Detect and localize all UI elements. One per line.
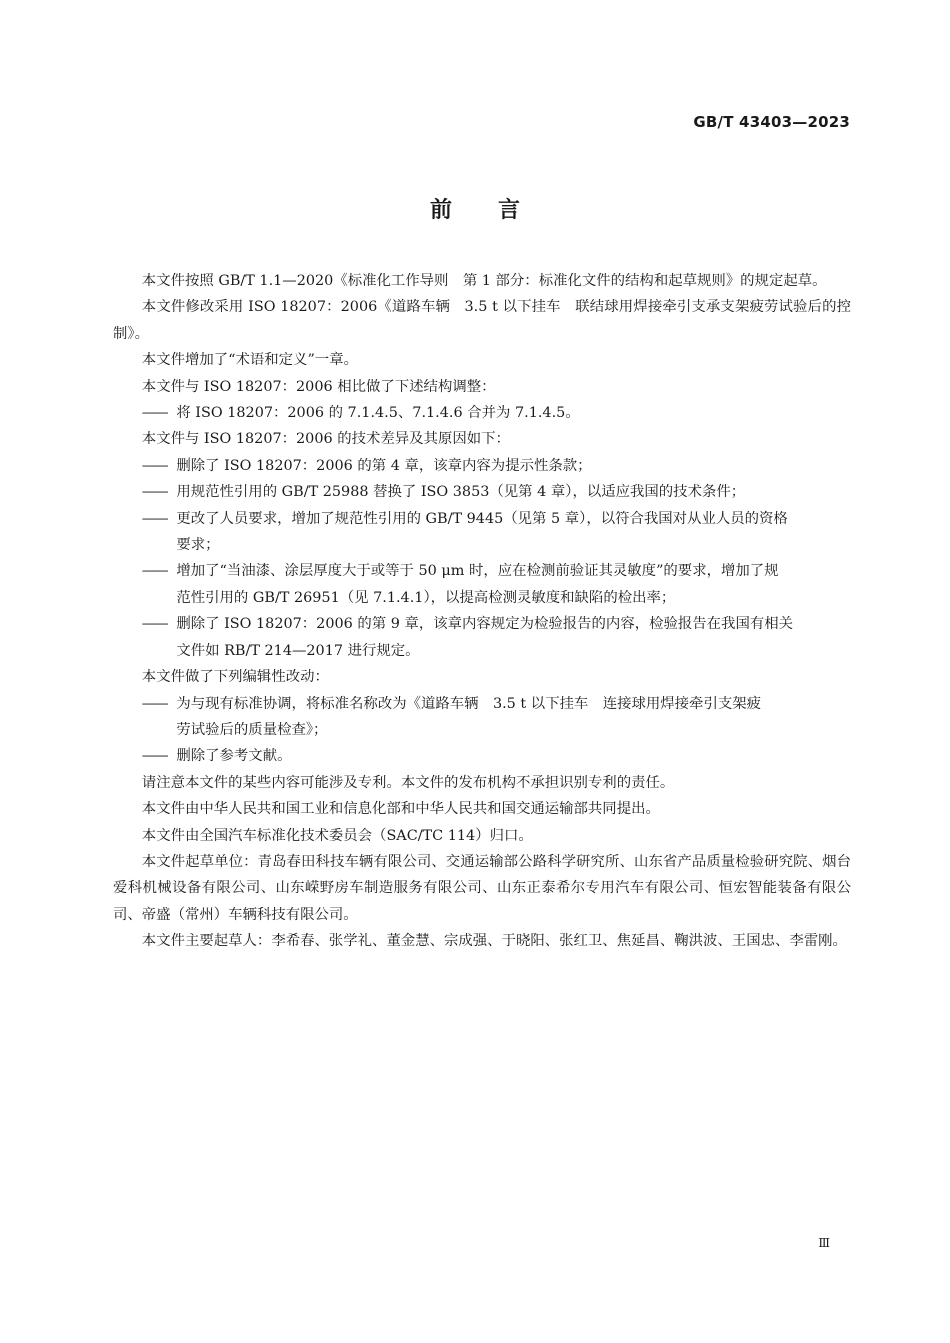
paragraph-drafting-organizations: 本文件起草单位：青岛春田科技车辆有限公司、交通运输部公路科学研究所、山东省产品质量检验研究院、烟台爱科机械设备有限公司、山东嵘野房车制造服务有限公司、山东正泰希尔专用汽车有限公司、恒宏智能装备有限公司、帝盛（常州）车辆科技有限公司。 [113, 853, 851, 923]
paragraph-adoption: 本文件修改采用 ISO 18207：2006《道路车辆 3.5 t 以下挂车 联结球用焊接牵引支承支架疲劳试验后的控制》。 [113, 299, 851, 342]
list-item-text: 增加了“当油漆、涂层厚度大于或等于 50 μm 时，应在检测前验证其灵敏度”的要求，增加了规 [176, 563, 779, 580]
list-item-text: 用规范性引用的 GB/T 25988 替换了 ISO 3853（见第 4 章），以适应我国的技术条件； [176, 484, 746, 501]
list-item-text: 删除了 ISO 18207：2006 的第 9 章，该章内容规定为检验报告的内容，检验报告在我国有相关 [176, 616, 794, 633]
list-item-continuation: 要求； [176, 537, 220, 554]
page-title: 前言 [429, 198, 566, 223]
paragraph-drafting-rules: 本文件按照 GB/T 1.1—2020《标准化工作导则 第 1 部分：标准化文件的结构和起草规则》的规定起草。 [141, 273, 827, 289]
list-item [113, 558, 851, 611]
list-item [113, 691, 851, 744]
paragraph-technical-differences: 本文件与 ISO 18207：2006 的技术差异及其原因如下： [141, 431, 510, 448]
list-item [113, 400, 851, 426]
dash-mark: —— [141, 405, 167, 422]
list-item-continuation: 范性引用的 GB/T 26951（见 7.1.4.1），以提高检测灵敏度和缺陷的检出率； [176, 589, 676, 606]
dash-mark: —— [141, 457, 167, 474]
list-item-text: 删除了 ISO 18207：2006 的第 4 章，该章内容为提示性条款； [176, 457, 592, 474]
list-item-text: 删除了参考文献。 [176, 748, 292, 765]
paragraph-under-jurisdiction: 本文件由全国汽车标准化技术委员会（SAC/TC 114）归口。 [141, 827, 533, 844]
paragraph-editorial-changes: 本文件做了下列编辑性改动： [141, 669, 329, 686]
list-item-continuation: 文件如 RB/T 214—2017 进行规定。 [176, 642, 420, 659]
list-item-text: 更改了人员要求，增加了规范性引用的 GB/T 9445（见第 5 章），以符合我国对从业人员的资格 [176, 510, 788, 527]
standard-number: GB/T 43403—2023 [693, 113, 850, 131]
paragraph-proposed-by: 本文件由中华人民共和国工业和信息化部和中华人民共和国交通运输部共同提出。 [141, 801, 660, 818]
list-item [113, 479, 851, 505]
dash-mark: —— [141, 616, 167, 633]
list-item [113, 611, 851, 664]
list-item [113, 453, 851, 479]
list-item [113, 743, 851, 769]
dash-mark: —— [141, 484, 167, 501]
paragraph-patent-notice: 请注意本文件的某些内容可能涉及专利。本文件的发布机构不承担识别专利的责任。 [141, 774, 675, 791]
paragraph-structure-changes: 本文件与 ISO 18207：2006 相比做了下述结构调整： [141, 378, 496, 395]
list-item-text: 为与现有标准协调，将标准名称改为《道路车辆 3.5 t 以下挂车 连接球用焊接牵引支架疲 [176, 695, 762, 712]
foreword-body [113, 268, 851, 955]
dash-mark: —— [141, 748, 167, 765]
page-number: Ⅲ [818, 1236, 830, 1250]
list-item-continuation: 劳试验后的质量检查》； [176, 721, 328, 738]
list-item [113, 506, 851, 559]
list-item-text: 将 ISO 18207：2006 的 7.1.4.5、7.1.4.6 合并为 7.1.4.5。 [176, 405, 580, 422]
dash-mark: —— [141, 563, 167, 580]
dash-mark: —— [141, 695, 167, 712]
dash-mark: —— [141, 510, 167, 527]
paragraph-added-chapter: 本文件增加了“术语和定义”一章。 [141, 352, 358, 369]
paragraph-main-drafters: 本文件主要起草人：李希春、张学礼、董金慧、宗成强、于晓阳、张红卫、焦延昌、鞠洪波、王国忠、李雷刚。 [141, 933, 847, 950]
